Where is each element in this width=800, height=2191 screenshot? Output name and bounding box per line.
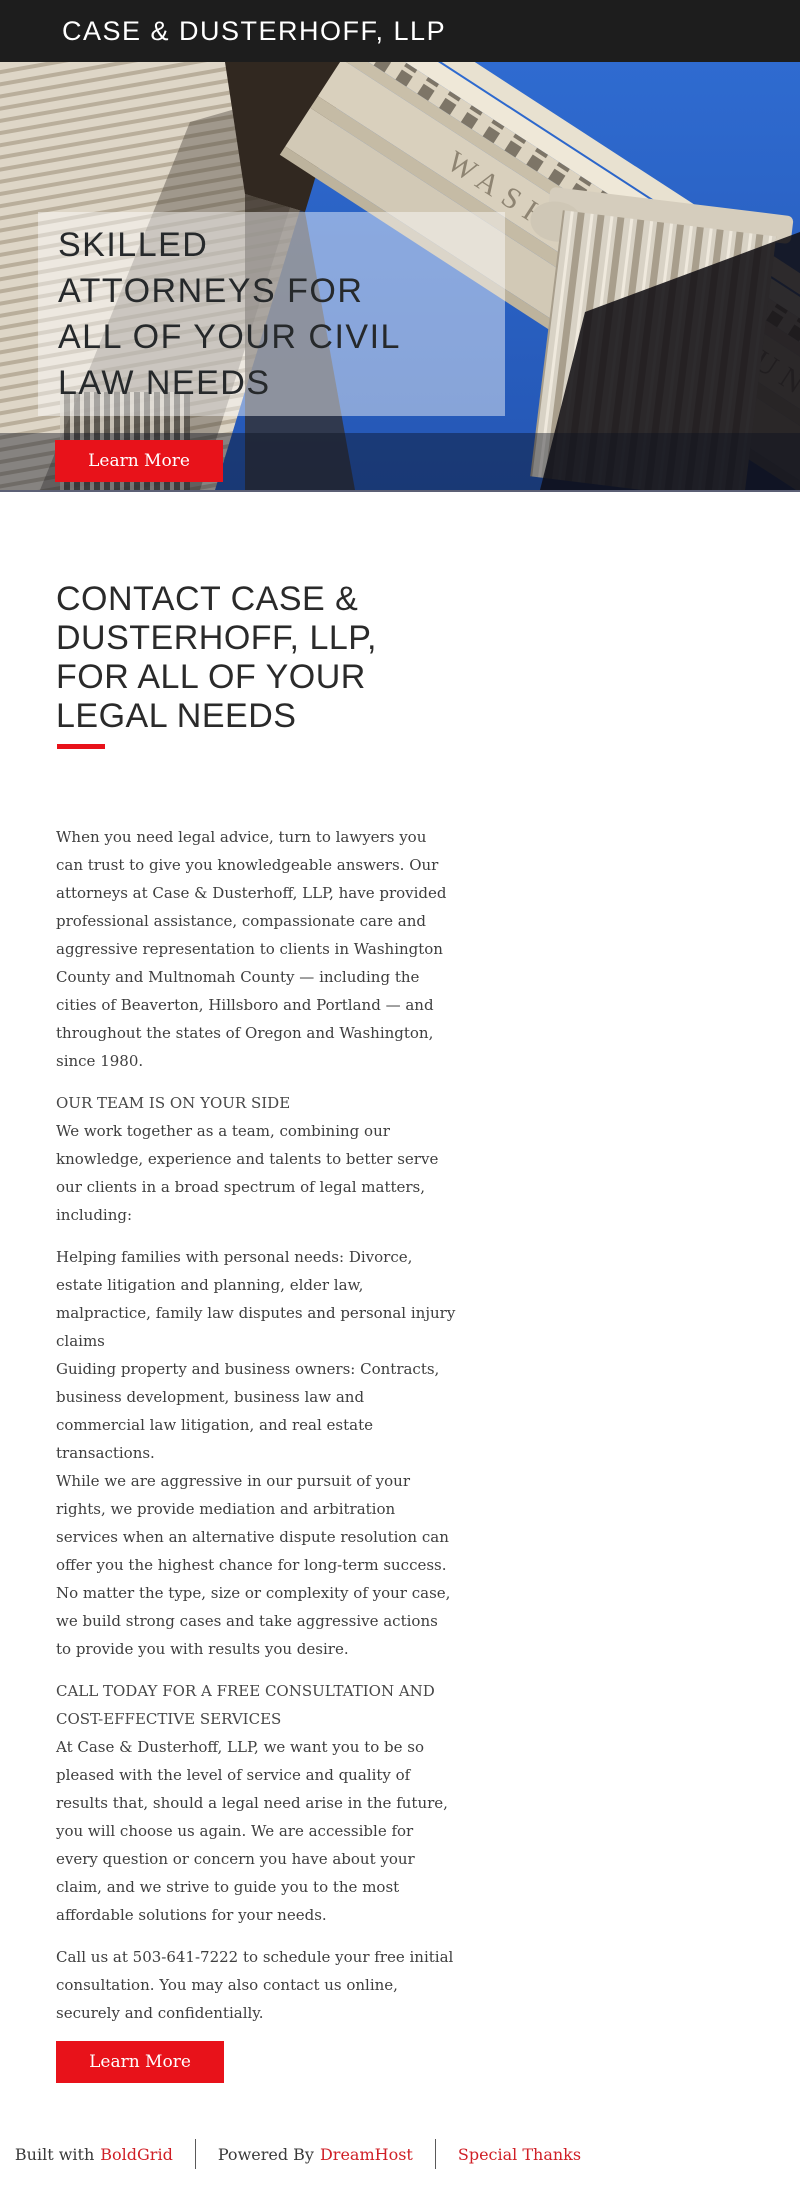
- hero-overlay: [38, 212, 505, 416]
- boldgrid-link[interactable]: BoldGrid: [100, 2144, 173, 2164]
- body-copy: [56, 823, 456, 2027]
- red-divider: [57, 744, 105, 749]
- powered-by-text: Powered By: [217, 2144, 314, 2164]
- team-subheading: OUR TEAM IS ON YOUR SIDE: [56, 1094, 291, 1112]
- page-title-line: LEGAL NEEDS: [56, 697, 297, 735]
- main-content: [0, 492, 800, 2083]
- main-learn-more-button[interactable]: Learn More: [56, 2041, 224, 2083]
- service-item: While we are aggressive in our pursuit of your rights, we provide mediation and arbitration services when an alternative dispute resolution can offer you the highest chance for long-term success. No matter the type, size or complexity of your case, we build strong cases and take aggressive actions to provide you with results you desire.: [56, 1472, 451, 1658]
- hero-heading-line: ALL OF YOUR CIVIL: [58, 318, 401, 356]
- team-paragraph: We work together as a team, combining our knowledge, experience and talents to better serve our clients in a broad spectrum of legal matters, including:: [56, 1122, 439, 1224]
- footer-built-with: [15, 2145, 173, 2164]
- special-thanks-link[interactable]: Special Thanks: [457, 2144, 582, 2164]
- service-item: Helping families with personal needs: Divorce, estate litigation and planning, elder law, malpractice, family law disputes and personal injury claims: [56, 1248, 456, 1350]
- hero-heading: [58, 222, 485, 406]
- contact-paragraph: Call us at 503-641-7222 to schedule your free initial consultation. You may also contact us online, securely and confidentially.: [56, 1948, 454, 2022]
- site-title-link[interactable]: CASE & DUSTERHOFF, LLP: [62, 15, 447, 46]
- service-item: Guiding property and business owners: Contracts, business development, business law and commercial law litigation, and real estate transactions.: [56, 1360, 440, 1462]
- site-footer: [0, 2083, 596, 2191]
- dreamhost-link[interactable]: DreamHost: [319, 2144, 413, 2164]
- team-block: [56, 1089, 456, 1229]
- page-title-line: FOR ALL OF YOUR: [56, 658, 366, 696]
- footer-separator: [435, 2139, 436, 2169]
- footer-powered-by: [218, 2145, 413, 2164]
- intro-paragraph: When you need legal advice, turn to lawyers you can trust to give you knowledgeable answers. Our attorneys at Case & Dusterhoff, LLP, have provided professional assistance, compassionate care and aggressive representation to clients in Washington County and Multnomah County — including the cities of Beaverton, Hillsboro and Portland — and throughout the states of Oregon and Washington, since 1980.: [56, 828, 447, 1070]
- page-title: [56, 580, 496, 736]
- built-with-text: Built with: [14, 2144, 95, 2164]
- hero-bottom-strip: [0, 433, 800, 490]
- page-title-line: CONTACT CASE &: [56, 580, 359, 618]
- hero-section: [0, 62, 800, 492]
- hero-heading-line: LAW NEEDS: [58, 364, 271, 402]
- call-paragraph: At Case & Dusterhoff, LLP, we want you to be so pleased with the level of service and quality of results that, should a legal need arise in the future, you will choose us again. We are accessible for every question or concern you have about your claim, and we strive to guide you to the most affordable solutions for your needs.: [56, 1738, 448, 1924]
- hero-learn-more-button[interactable]: Learn More: [55, 440, 223, 482]
- hero-heading-line: SKILLED: [58, 226, 209, 264]
- site-header: [0, 0, 800, 62]
- call-subheading: CALL TODAY FOR A FREE CONSULTATION AND COST-EFFECTIVE SERVICES: [56, 1682, 435, 1728]
- call-block: [56, 1677, 456, 1929]
- page-title-line: DUSTERHOFF, LLP,: [56, 619, 378, 657]
- hero-heading-line: ATTORNEYS FOR: [58, 272, 364, 310]
- services-block: [56, 1243, 456, 1663]
- footer-separator: [195, 2139, 196, 2169]
